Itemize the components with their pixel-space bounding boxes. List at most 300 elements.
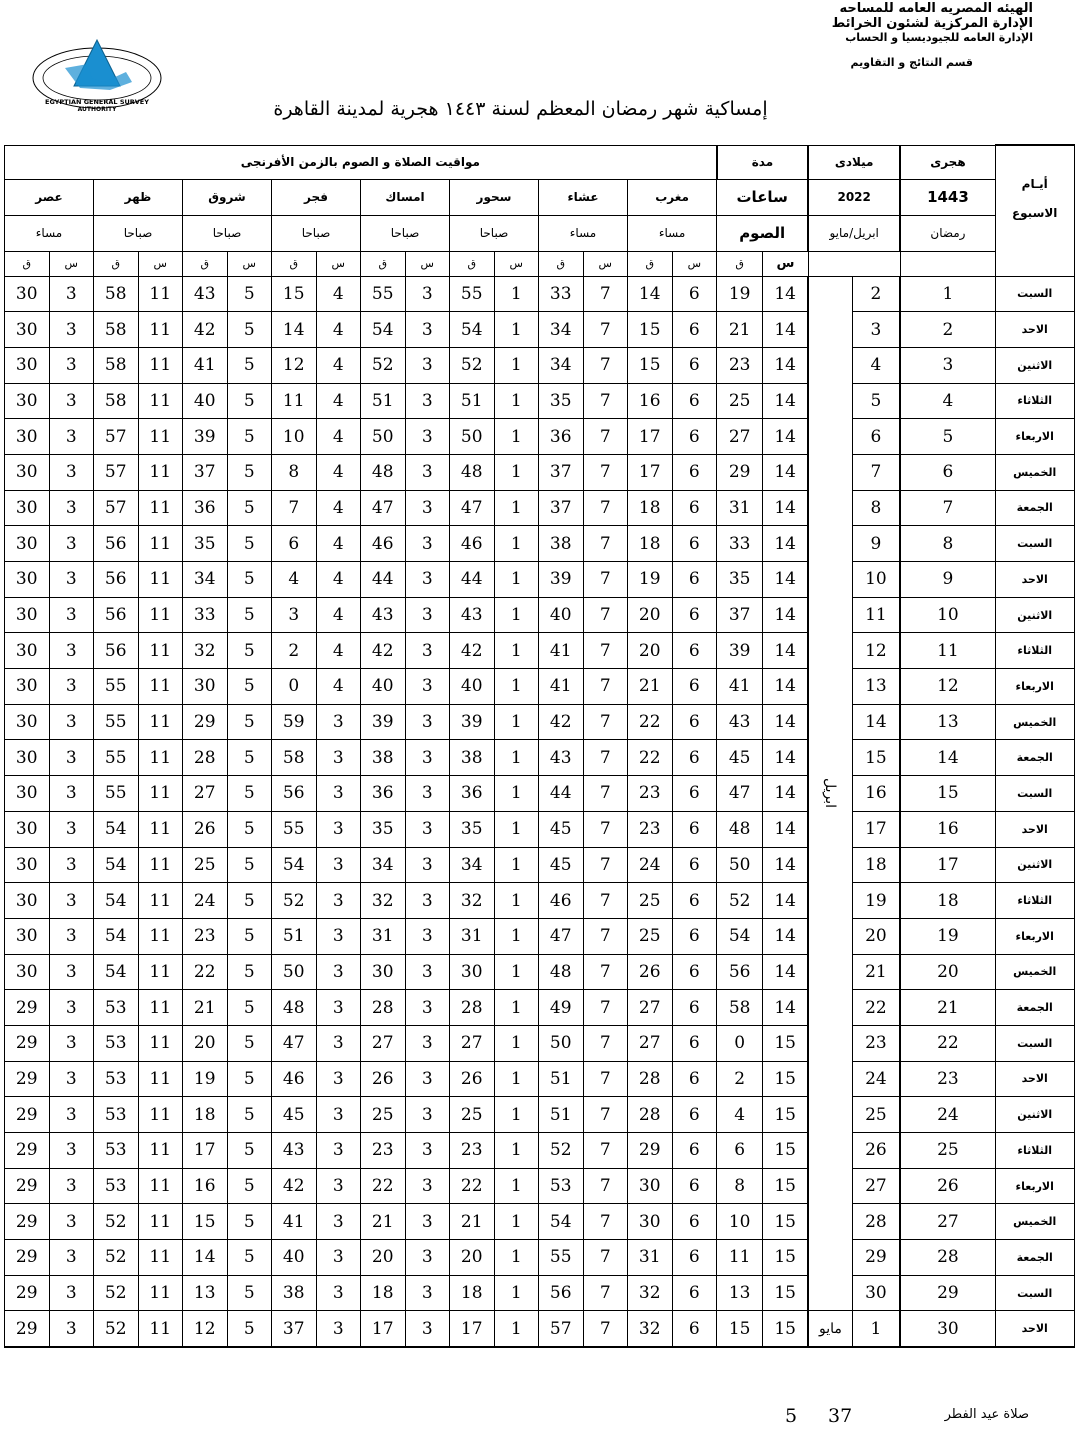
greg-day: 26 [852,1133,900,1169]
month-april [808,276,852,1311]
hijri-label: هجرى [900,145,995,179]
time-minute: 29 [5,1025,50,1061]
time-minute: 30 [361,954,406,990]
duration-minute: 15 [717,1311,763,1347]
time-minute: 12 [183,1311,228,1347]
time-hour: 5 [227,1097,272,1133]
unit-minute: ق [272,251,317,276]
time-hour: 6 [672,704,717,740]
duration-hour: 14 [763,669,809,705]
duration-hour: 15 [763,1061,809,1097]
time-hour: 1 [494,490,539,526]
time-minute: 31 [361,918,406,954]
time-minute: 53 [94,990,139,1026]
time-minute: 25 [183,847,228,883]
duration-minute: 25 [717,383,763,419]
time-hour: 3 [49,1311,94,1347]
time-hour: 7 [583,526,628,562]
weekday-name: السبت [995,1025,1074,1061]
duration-minute: 56 [717,954,763,990]
time-minute: 30 [5,740,50,776]
time-minute: 50 [361,419,406,455]
duration-minute: 23 [717,347,763,383]
time-minute: 28 [361,990,406,1026]
time-hour: 3 [316,918,361,954]
time-hour: 6 [672,1275,717,1311]
weekday-name: الخميس [995,954,1074,990]
time-hour: 3 [405,776,450,812]
time-hour: 7 [583,740,628,776]
time-minute: 46 [539,883,584,919]
time-minute: 30 [5,419,50,455]
duration-hour: 14 [763,990,809,1026]
time-minute: 15 [183,1204,228,1240]
time-minute: 51 [272,918,317,954]
duration-minute: 29 [717,454,763,490]
time-hour: 1 [494,1311,539,1347]
duration-minute: 52 [717,883,763,919]
time-hour: 5 [227,1311,272,1347]
hijri-day: 24 [900,1097,995,1133]
weekday-name: الخميس [995,704,1074,740]
prayer-period: صباحا [183,215,272,251]
time-hour: 11 [138,1204,183,1240]
hijri-day: 21 [900,990,995,1026]
time-hour: 6 [672,811,717,847]
svg-text:EGYPTIAN GENERAL SURVEY: EGYPTIAN GENERAL SURVEY [45,98,149,106]
time-minute: 26 [361,1061,406,1097]
hijri-day: 16 [900,811,995,847]
hijri-day: 20 [900,954,995,990]
time-minute: 21 [183,990,228,1026]
time-hour: 7 [583,811,628,847]
time-hour: 4 [316,454,361,490]
time-minute: 43 [361,597,406,633]
time-hour: 3 [49,1097,94,1133]
time-hour: 11 [138,1240,183,1276]
hijri-day: 12 [900,669,995,705]
weekday-name: الثلاثاء [995,883,1074,919]
hijri-day: 9 [900,562,995,598]
time-hour: 6 [672,883,717,919]
time-hour: 5 [227,276,272,312]
time-minute: 30 [5,597,50,633]
time-hour: 1 [494,883,539,919]
time-hour: 5 [227,1168,272,1204]
time-minute: 40 [361,669,406,705]
weekday-name: الاربعاء [995,669,1074,705]
time-hour: 3 [405,562,450,598]
table-row [5,740,1075,776]
time-minute: 46 [272,1061,317,1097]
time-minute: 56 [94,597,139,633]
time-minute: 52 [361,347,406,383]
time-hour: 3 [49,597,94,633]
time-minute: 50 [450,419,495,455]
time-hour: 3 [316,883,361,919]
weekday-name: الجمعة [995,490,1074,526]
time-hour: 5 [227,526,272,562]
duration-hour: 14 [763,383,809,419]
prayers-title: مواقيت الصلاة و الصوم بالزمن الأفرنجى [5,145,717,179]
time-hour: 3 [49,669,94,705]
time-minute: 57 [94,454,139,490]
time-minute: 54 [94,811,139,847]
duration-minute: 47 [717,776,763,812]
time-hour: 11 [138,811,183,847]
time-minute: 32 [183,633,228,669]
prayer-name: عشاء [539,179,628,215]
time-minute: 40 [272,1240,317,1276]
time-hour: 5 [227,419,272,455]
hijri-day: 8 [900,526,995,562]
time-minute: 28 [628,1061,673,1097]
duration-hour: 14 [763,597,809,633]
time-hour: 6 [672,490,717,526]
table-row [5,704,1075,740]
time-hour: 3 [49,1168,94,1204]
time-minute: 43 [272,1133,317,1169]
time-minute: 38 [361,740,406,776]
table-row [5,1133,1075,1169]
table-row [5,1311,1075,1347]
time-hour: 3 [405,990,450,1026]
time-minute: 30 [450,954,495,990]
prayer-name: شروق [183,179,272,215]
time-minute: 55 [94,704,139,740]
time-hour: 3 [405,312,450,348]
time-hour: 5 [227,347,272,383]
weekday-name: الاحد [995,811,1074,847]
time-minute: 2 [272,633,317,669]
time-hour: 6 [672,526,717,562]
time-hour: 3 [405,883,450,919]
time-minute: 17 [183,1133,228,1169]
greg-day: 1 [852,1311,900,1347]
time-minute: 35 [450,811,495,847]
time-minute: 30 [628,1204,673,1240]
time-minute: 29 [5,1061,50,1097]
time-hour: 11 [138,669,183,705]
time-hour: 5 [227,1275,272,1311]
time-minute: 41 [539,669,584,705]
time-minute: 26 [450,1061,495,1097]
duration-minute: 39 [717,633,763,669]
time-minute: 34 [450,847,495,883]
time-minute: 42 [361,633,406,669]
prayer-name: عصر [5,179,94,215]
time-minute: 35 [183,526,228,562]
duration-hour: 14 [763,419,809,455]
time-minute: 4 [272,562,317,598]
time-minute: 15 [272,276,317,312]
duration-minute: 48 [717,811,763,847]
time-minute: 30 [5,847,50,883]
time-hour: 11 [138,276,183,312]
time-hour: 7 [583,1275,628,1311]
time-minute: 30 [5,454,50,490]
time-hour: 3 [405,490,450,526]
time-hour: 5 [227,954,272,990]
time-hour: 11 [138,776,183,812]
time-minute: 30 [5,883,50,919]
time-hour: 11 [138,454,183,490]
time-hour: 3 [316,1311,361,1347]
time-minute: 26 [183,811,228,847]
time-hour: 7 [583,847,628,883]
time-minute: 23 [450,1133,495,1169]
time-hour: 6 [672,954,717,990]
time-hour: 7 [583,954,628,990]
weekday-name: الاثنين [995,847,1074,883]
time-minute: 20 [628,633,673,669]
time-minute: 18 [183,1097,228,1133]
time-minute: 10 [272,419,317,455]
greg-day: 12 [852,633,900,669]
time-minute: 57 [539,1311,584,1347]
time-minute: 54 [94,847,139,883]
time-minute: 18 [361,1275,406,1311]
time-hour: 3 [316,954,361,990]
time-hour: 1 [494,1061,539,1097]
weekday-label-1: أيـام [1021,176,1048,191]
time-hour: 1 [494,811,539,847]
time-hour: 11 [138,312,183,348]
time-hour: 3 [49,633,94,669]
time-minute: 20 [628,597,673,633]
time-minute: 24 [183,883,228,919]
duration-label: مدة [717,145,809,179]
org-general-admin: الإدارة العامه للجيوديسيا و الحساب [845,30,1033,44]
time-hour: 7 [583,1133,628,1169]
hijri-day: 25 [900,1133,995,1169]
time-minute: 22 [183,954,228,990]
time-hour: 5 [227,847,272,883]
time-hour: 3 [316,1061,361,1097]
time-minute: 27 [628,1025,673,1061]
unit-hour: س [583,251,628,276]
time-hour: 3 [49,276,94,312]
time-minute: 53 [94,1061,139,1097]
time-minute: 3 [272,597,317,633]
time-minute: 42 [272,1168,317,1204]
time-minute: 27 [450,1025,495,1061]
table-row [5,347,1075,383]
duration-hour: 15 [763,1133,809,1169]
time-hour: 3 [405,1168,450,1204]
time-minute: 53 [94,1133,139,1169]
time-hour: 6 [672,1168,717,1204]
time-minute: 6 [272,526,317,562]
time-minute: 16 [183,1168,228,1204]
time-minute: 40 [183,383,228,419]
time-minute: 37 [539,454,584,490]
duration-minute: 58 [717,990,763,1026]
time-minute: 56 [94,526,139,562]
time-minute: 46 [450,526,495,562]
time-minute: 56 [272,776,317,812]
time-hour: 4 [316,347,361,383]
time-minute: 12 [272,347,317,383]
time-hour: 3 [405,383,450,419]
time-hour: 3 [405,1133,450,1169]
duration-minute: 27 [717,419,763,455]
time-hour: 5 [227,490,272,526]
greg-day: 7 [852,454,900,490]
time-hour: 1 [494,562,539,598]
time-minute: 55 [94,740,139,776]
duration-minute: 13 [717,1275,763,1311]
time-minute: 29 [5,1168,50,1204]
time-hour: 6 [672,383,717,419]
time-minute: 29 [183,704,228,740]
duration-minute: 19 [717,276,763,312]
time-hour: 3 [316,1097,361,1133]
time-minute: 53 [94,1168,139,1204]
time-hour: 6 [672,419,717,455]
time-hour: 5 [227,811,272,847]
duration-hour: 14 [763,811,809,847]
weekday-name: الجمعة [995,740,1074,776]
hijri-day: 6 [900,454,995,490]
time-hour: 11 [138,1133,183,1169]
time-hour: 3 [405,1097,450,1133]
time-minute: 30 [5,776,50,812]
time-hour: 3 [316,1240,361,1276]
time-hour: 1 [494,1133,539,1169]
time-hour: 11 [138,1311,183,1347]
duration-hour: 15 [763,1168,809,1204]
time-hour: 6 [672,562,717,598]
time-minute: 56 [94,633,139,669]
time-minute: 30 [5,312,50,348]
time-hour: 3 [405,1061,450,1097]
duration-minute: 37 [717,597,763,633]
prayer-period: مساء [5,215,94,251]
time-minute: 20 [183,1025,228,1061]
time-hour: 7 [583,347,628,383]
unit-hour: س [763,251,809,276]
duration-hour: 14 [763,526,809,562]
time-hour: 3 [49,347,94,383]
time-hour: 11 [138,419,183,455]
time-hour: 7 [583,597,628,633]
greg-day: 3 [852,312,900,348]
time-hour: 3 [405,276,450,312]
time-hour: 6 [672,633,717,669]
greg-label: ميلادى [808,145,900,179]
time-hour: 1 [494,847,539,883]
time-hour: 7 [583,918,628,954]
unit-hour: س [227,251,272,276]
fasting-label: الصوم [717,215,809,251]
time-hour: 3 [405,419,450,455]
unit-minute: ق [450,251,495,276]
time-hour: 1 [494,454,539,490]
duration-hour: 14 [763,490,809,526]
time-hour: 5 [227,669,272,705]
time-hour: 6 [672,312,717,348]
time-hour: 5 [227,1025,272,1061]
time-hour: 1 [494,526,539,562]
time-minute: 32 [361,883,406,919]
svg-text:AUTHORITY: AUTHORITY [77,106,117,113]
time-hour: 1 [494,419,539,455]
time-minute: 52 [539,1133,584,1169]
greg-day: 29 [852,1240,900,1276]
time-minute: 29 [628,1133,673,1169]
duration-minute: 35 [717,562,763,598]
time-hour: 3 [49,383,94,419]
time-hour: 1 [494,347,539,383]
time-hour: 11 [138,1168,183,1204]
time-minute: 34 [361,847,406,883]
time-minute: 28 [628,1097,673,1133]
hijri-day: 26 [900,1168,995,1204]
weekday-name: الخميس [995,454,1074,490]
time-minute: 36 [450,776,495,812]
time-hour: 7 [583,1311,628,1347]
time-minute: 46 [361,526,406,562]
time-minute: 51 [450,383,495,419]
time-hour: 7 [583,1061,628,1097]
time-minute: 47 [539,918,584,954]
time-hour: 7 [583,633,628,669]
table-row [5,1275,1075,1311]
duration-hour: 14 [763,562,809,598]
weekday-label [995,145,1074,251]
time-hour: 5 [227,740,272,776]
time-hour: 6 [672,1097,717,1133]
time-hour: 4 [316,597,361,633]
prayer-name: مغرب [628,179,717,215]
time-hour: 11 [138,1275,183,1311]
time-hour: 3 [405,454,450,490]
greg-day: 30 [852,1275,900,1311]
time-hour: 4 [316,526,361,562]
greg-day: 22 [852,990,900,1026]
time-minute: 19 [183,1061,228,1097]
duration-minute: 50 [717,847,763,883]
time-hour: 3 [316,847,361,883]
time-minute: 29 [5,1097,50,1133]
time-hour: 3 [405,526,450,562]
duration-minute: 45 [717,740,763,776]
duration-minute: 11 [717,1240,763,1276]
time-minute: 47 [450,490,495,526]
time-minute: 15 [628,347,673,383]
table-row [5,454,1075,490]
time-hour: 1 [494,1025,539,1061]
time-hour: 5 [227,918,272,954]
table-row [5,847,1075,883]
time-hour: 6 [672,347,717,383]
duration-hour: 15 [763,1097,809,1133]
time-minute: 55 [361,276,406,312]
time-minute: 30 [5,918,50,954]
time-minute: 23 [628,776,673,812]
time-hour: 3 [49,1025,94,1061]
table-row [5,633,1075,669]
time-minute: 32 [628,1275,673,1311]
prayer-period: مساء [628,215,717,251]
weekday-name: الاثنين [995,1097,1074,1133]
time-hour: 6 [672,1061,717,1097]
time-hour: 1 [494,1168,539,1204]
weekday-name: الاحد [995,1061,1074,1097]
weekday-name: السبت [995,776,1074,812]
table-row [5,990,1075,1026]
